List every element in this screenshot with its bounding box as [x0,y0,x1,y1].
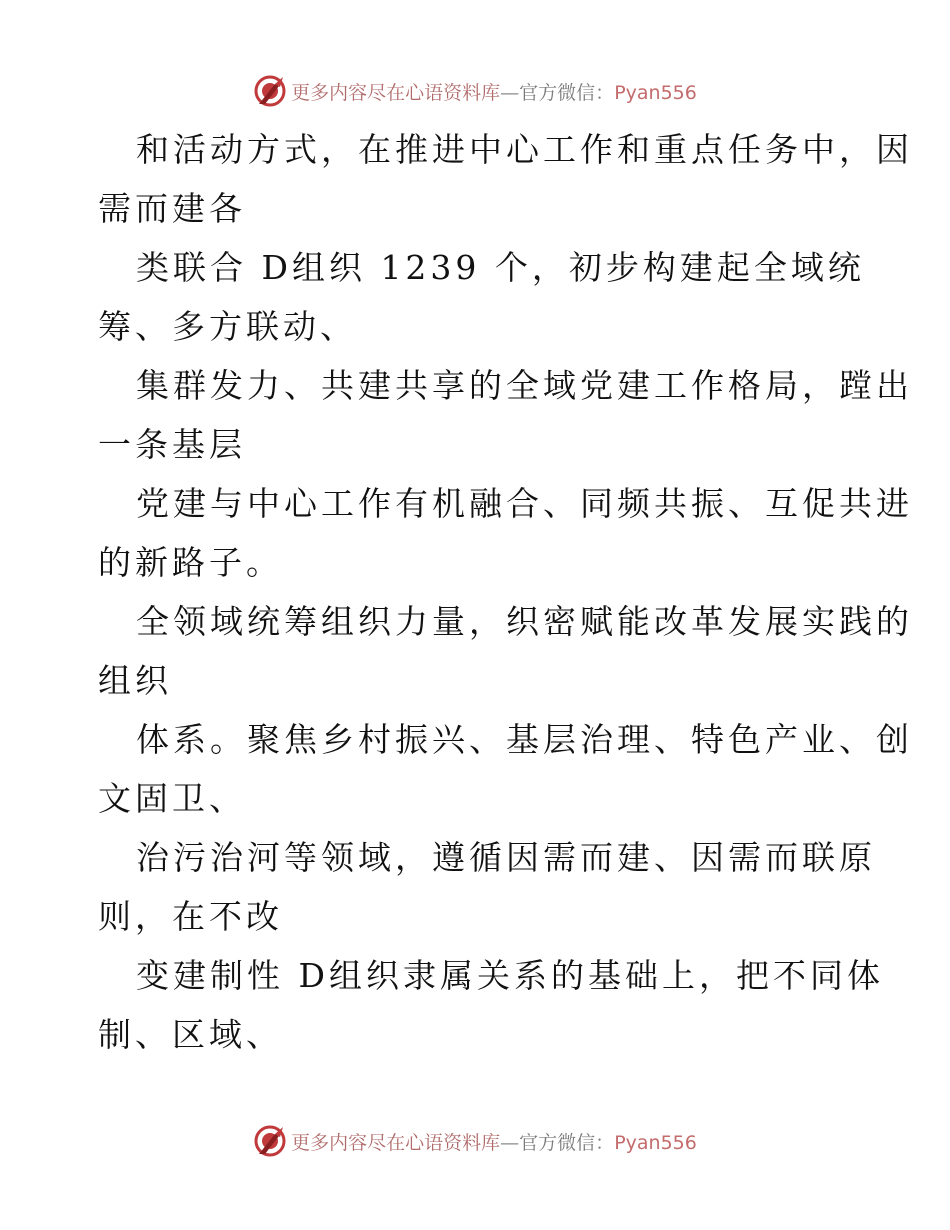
paragraph-line [98,356,913,474]
header-banner-text [291,78,697,105]
paragraph-line [98,946,884,1064]
document-body [98,120,913,1064]
line-first: 类联合 D组织 1239 个，初步构建起全域统 [136,248,865,287]
footer-banner [0,1121,950,1161]
footer-wechat-label: 官方微信： [519,1131,615,1154]
line-continuation: 需而建各 [98,189,246,228]
line-first: 治污治河等领域，遵循因需而建、因需而联原 [136,838,876,877]
line-continuation: 筹、多方联动、 [98,307,357,346]
line-continuation: 文固卫、 [98,779,246,818]
paragraph-line [98,710,913,828]
line-first: 和活动方式，在推进中心工作和重点任务中，因 [136,130,913,169]
line-first: 变建制性 D组织隶属关系的基础上，把不同体 [136,956,884,995]
line-continuation: 的新路子。 [98,543,283,582]
header-wechat-label: 官方微信： [519,81,615,104]
paragraph-line [98,592,913,710]
line-continuation: 则，在不改 [98,897,283,936]
header-banner [0,71,950,111]
paragraph-line [98,474,913,592]
line-continuation: 一条基层 [98,425,246,464]
footer-banner-text [291,1128,697,1155]
line-first: 全领域统筹组织力量，织密赋能改革发展实践的 [136,602,913,641]
quill-pen-logo-icon [253,1124,287,1158]
line-first: 党建与中心工作有机融合、同频共振、互促共进 [136,484,913,523]
line-continuation: 制、区域、 [98,1015,283,1054]
line-first: 集群发力、共建共享的全域党建工作格局，蹚出 [136,366,913,405]
line-continuation: 组织 [98,661,172,700]
line-first: 体系。聚焦乡村振兴、基层治理、特色产业、创 [136,720,913,759]
paragraph-line [98,238,865,356]
header-wechat-id: Pyan556 [614,81,697,104]
header-separator: — [500,81,520,104]
paragraph-line [98,828,876,946]
footer-wechat-id: Pyan556 [614,1131,697,1154]
footer-separator: — [500,1131,520,1154]
paragraph-line [98,120,913,238]
quill-pen-logo-icon [253,74,287,108]
footer-brand-text: 更多内容尽在心语资料库 [291,1131,501,1154]
header-brand-text: 更多内容尽在心语资料库 [291,81,501,104]
